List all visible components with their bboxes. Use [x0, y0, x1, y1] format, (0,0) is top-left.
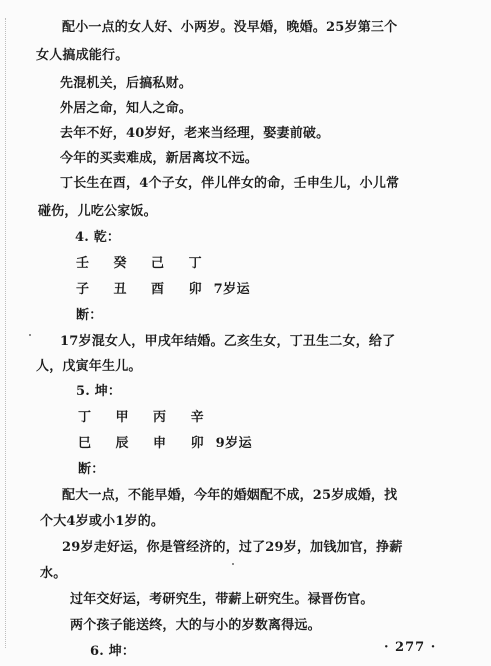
text-line-13: 17岁混女人，甲戌年结婚。乙亥生女，丁丑生二女，给了 — [60, 334, 396, 349]
case-5-stems: 丁 甲 丙 辛 — [78, 410, 214, 425]
case-5-heading: 5. 坤： — [76, 384, 122, 399]
text-line-7: 丁长生在酉，4个子女，伴儿伴女的命，壬申生儿，小儿常 — [60, 176, 400, 191]
text-line-2: 女人搞成能行。 — [36, 48, 129, 63]
case-6-heading: 6. 坤： — [90, 644, 136, 659]
scan-speck — [232, 563, 234, 565]
case-4-luck-age: 7岁运 — [213, 282, 251, 297]
case-5-judgement-label: 断： — [78, 462, 105, 477]
scan-speck — [29, 334, 31, 336]
text-line-21: 个大4岁或小1岁的。 — [40, 514, 165, 529]
case-5-branches-text: 巳 辰 申 卯 — [78, 436, 214, 451]
text-line-3: 先混机关，后搞私财。 — [60, 76, 193, 91]
page-number: · 277 · — [384, 640, 437, 655]
case-4-branches-text: 子 丑 酉 卯 — [76, 282, 212, 297]
text-line-1: 配小一点的女人好、小两岁。没早婚，晚婚。25岁第三个 — [62, 20, 398, 35]
text-line-6: 今年的买卖难成，新居离坟不远。 — [60, 151, 259, 166]
case-5-luck-age: 9岁运 — [215, 436, 253, 451]
text-line-8: 碰伤，儿吃公家饭。 — [38, 204, 157, 219]
text-line-23: 水。 — [40, 566, 67, 581]
text-line-22: 29岁走好运，你是管经济的，过了29岁，加钱加官，挣薪 — [62, 540, 403, 555]
text-line-25: 两个孩子能送终，大的与小的岁数离得远。 — [70, 618, 321, 633]
text-line-24: 过年交好运，考研究生，带薪上研究生。禄晋伤官。 — [70, 592, 374, 607]
case-4-stems: 壬 癸 己 丁 — [76, 256, 212, 271]
text-line-14: 人，戊寅年生儿。 — [36, 359, 142, 374]
text-line-4: 外居之命，知人之命。 — [60, 101, 193, 116]
text-line-20: 配大一点，不能早婚，今年的婚姻配不成，25岁成婚，找 — [62, 488, 398, 503]
scan-margin-mark — [5, 18, 12, 648]
case-4-branches — [76, 282, 250, 298]
case-4-heading: 4. 乾： — [75, 230, 121, 245]
case-5-branches — [78, 436, 252, 452]
case-4-judgement-label: 断： — [76, 308, 103, 323]
text-line-5: 去年不好，40岁好，老来当经理，娶妻前破。 — [60, 126, 330, 141]
